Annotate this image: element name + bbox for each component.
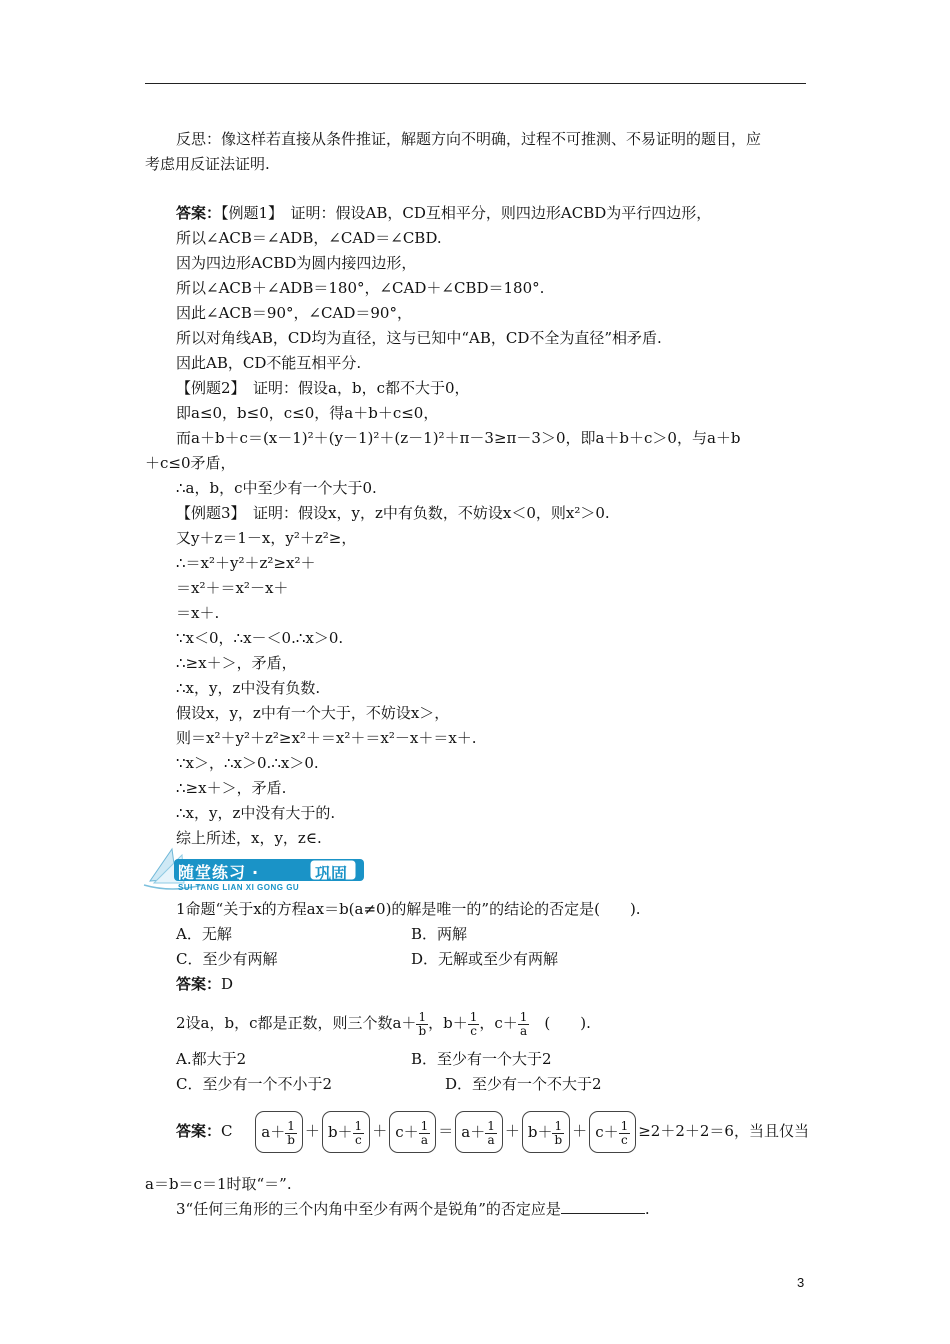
fraction-numerator: 1	[519, 1009, 528, 1024]
example-1-line: 所以∠ACB＝∠ADB，∠CAD＝∠CBD.	[176, 229, 442, 247]
fraction	[518, 1011, 530, 1038]
fraction-denominator: a	[520, 1023, 528, 1038]
example-3-line: ∵x＞，∴x＞0.∴x＞0.	[176, 754, 319, 772]
question-2-text: ( ).	[529, 1014, 591, 1032]
fraction	[468, 1011, 480, 1038]
question-2-option-c: C．至少有一个不小于2	[176, 1075, 333, 1093]
example-2-line: 即a≤0，b≤0，c≤0，得a＋b＋c≤0，	[176, 404, 439, 422]
example-1-line: 因此AB，CD不能互相平分.	[176, 354, 362, 372]
question-2-option-b: B．至少有一个大于2	[411, 1050, 552, 1068]
example-3-heading: 【例题3】 证明：假设x，y，z中有负数，不妨设x＜0，则x²＞0.	[176, 504, 610, 522]
question-2-text: ，b＋	[428, 1014, 468, 1032]
banner-title: 随堂练习	[178, 863, 247, 882]
question-3-end: .	[644, 1200, 650, 1218]
question-1-stem: 1命题“关于x的方程ax＝b(a≠0)的解是唯一的”的结论的否定是( ).	[176, 900, 641, 918]
question-2-option-a: A.都大于2	[176, 1050, 247, 1068]
example-3-line: 综上所述，x，y，z∈.	[176, 829, 322, 847]
fraction-numerator: 1	[416, 1011, 428, 1025]
answer-blank[interactable]	[561, 1199, 645, 1214]
fraction-denominator: b	[418, 1023, 427, 1038]
example-1-text: 【例题1】 证明：假设AB，CD互相平分，则四边形ACBD为平行四边形，	[221, 204, 712, 222]
question-3-stem	[176, 1199, 650, 1219]
example-3-line: ∵x＜0，∴x－＜0.∴x＞0.	[176, 629, 344, 647]
paren-term: a＋ $\frac{1}{b}$	[255, 1111, 303, 1153]
question-2-answer: 答案：C a＋ $\frac{1}{b}$ ＋ b＋ $\frac{1}{c}$ ＋ c＋ $\frac{1}{a}$ ＝ a＋ $\frac{1}{a}$ ＋ b＋ $\frac{1}{b}$ ＋ c＋ $\frac{1}{c}$ ≥2＋2＋2＝6，当且仅当	[176, 1110, 809, 1153]
reflection-line-1: 反思：像这样若直接从条件推证，解题方向不明确，过程不可推测、不易证明的题目，应	[176, 130, 762, 148]
section-banner	[142, 843, 372, 895]
question-3-text: 3“任何三角形的三个内角中至少有两个是锐角”的否定应是	[176, 1200, 561, 1218]
question-1-option-a: A．无解	[176, 925, 232, 943]
answer-label: 答案：	[176, 1122, 222, 1140]
example-1-heading	[176, 203, 711, 223]
answer-label: 答案：	[176, 975, 222, 993]
paren-term: c＋ $\frac{1}{a}$	[389, 1111, 436, 1153]
example-3-line: ＝x＋.	[176, 604, 220, 622]
paren-term: c＋ $\frac{1}{c}$	[589, 1111, 636, 1153]
question-1-answer	[176, 974, 233, 994]
question-1-option-c: C．至少有两解	[176, 950, 278, 968]
answer-value: D	[221, 975, 234, 993]
example-3-line: 则＝x²＋y²＋z²≥x²＋＝x²＋＝x²－x＋＝x＋.	[176, 729, 477, 747]
paren-term: b＋ $\frac{1}{b}$	[522, 1111, 570, 1153]
paren-term: b＋ $\frac{1}{c}$	[322, 1111, 370, 1153]
header-rule	[145, 83, 806, 84]
example-2-line: ∴a，b，c中至少有一个大于0.	[176, 479, 377, 497]
example-2-line: 而a＋b＋c＝(x－1)²＋(y－1)²＋(z－1)²＋π－3≥π－3＞0，即a＋b＋c＞0，与a＋b	[176, 429, 741, 447]
question-1-option-d: D．无解或至少有两解	[411, 950, 559, 968]
reflection-line-2: 考虑用反证法证明.	[145, 155, 270, 173]
example-1-line: 所以∠ACB＋∠ADB＝180°，∠CAD＋∠CBD＝180°.	[176, 279, 545, 297]
banner-pinyin: SUI TANG LIAN XI GONG GU	[178, 883, 300, 892]
example-3-line: 又y＋z＝1－x，y²＋z²≥，	[176, 529, 357, 547]
example-1-line: 因此∠ACB＝90°，∠CAD＝90°，	[176, 304, 412, 322]
banner-highlight: 巩固	[315, 864, 348, 883]
fraction-denominator: c	[470, 1023, 477, 1038]
paren-term: a＋ $\frac{1}{a}$	[455, 1111, 503, 1153]
question-2-text: 2设a，b，c都是正数，则三个数a＋	[176, 1014, 417, 1032]
example-2-heading: 【例题2】 证明：假设a，b，c都不大于0，	[176, 379, 470, 397]
question-2-stem	[176, 1008, 591, 1038]
question-2-solution-line: a＝b＝c＝1时取“＝”.	[145, 1175, 292, 1193]
fraction-numerator: 1	[469, 1009, 478, 1024]
page-number: 3	[797, 1275, 805, 1290]
question-2-option-d: D．至少有一个不大于2	[445, 1075, 602, 1093]
solution-tail: ≥2＋2＋2＝6，当且仅当	[638, 1122, 809, 1140]
question-2-text: ，c＋	[479, 1014, 518, 1032]
example-1-line: 所以对角线AB，CD均为直径，这与已知中“AB，CD不全为直径”相矛盾.	[176, 329, 662, 347]
example-3-line: ∴x，y，z中没有大于的.	[176, 804, 336, 822]
fraction	[416, 1011, 428, 1038]
example-2-line: ＋c≤0矛盾，	[145, 454, 236, 472]
example-3-line: ＝x²＋＝x²－x＋	[176, 579, 289, 597]
answer-label: 答案：	[176, 204, 222, 222]
example-3-line: ∴x，y，z中没有负数.	[176, 679, 321, 697]
example-1-line: 因为四边形ACBD为圆内接四边形，	[176, 254, 417, 272]
example-3-line: ∴≥x＋＞，矛盾.	[176, 779, 287, 797]
answer-value: C	[221, 1122, 233, 1140]
example-3-line: ∴＝x²＋y²＋z²≥x²＋	[176, 554, 316, 572]
question-1-option-b: B．两解	[411, 925, 468, 943]
example-3-line: 假设x，y，z中有一个大于，不妨设x＞，	[176, 704, 450, 722]
banner-dot: ·	[252, 863, 260, 882]
example-3-line: ∴≥x＋＞，矛盾，	[176, 654, 297, 672]
